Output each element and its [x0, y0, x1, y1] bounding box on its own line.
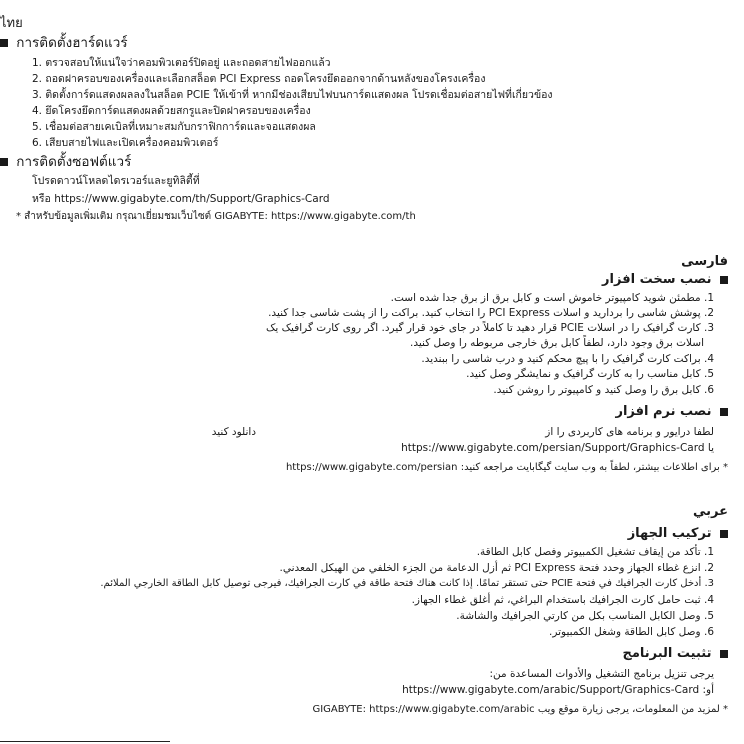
- persian-software-line-2: یا https://www.gigabyte.com/persian/Support/Graphics-Card: [401, 442, 714, 454]
- persian-software-line-1a: لطفا درایور و برنامه های کاربردی را از: [545, 426, 714, 438]
- persian-hw-step-1: 1. مطمئن شوید کامپیوتر خاموش است و کابل برق از برق جدا شده است.: [390, 292, 714, 304]
- arabic-hw-step-4: 4. ثبت حامل كارت الجرافيك باستخدام البراغي، ثم أغلق غطاء الجهاز.: [411, 594, 714, 606]
- arabic-hw-step-2: 2. انزع غطاء الجهاز وحدد فتحة PCI Express ثم أزل الدعامة من الجزء الخلفي من الهيكل المعدني.: [279, 562, 714, 574]
- thai-software-line-1: โปรดดาวน์โหลดไดรเวอร์และยูทิลิตี้ที่: [32, 175, 200, 187]
- persian-hardware-heading-text: نصب سخت افزار: [602, 272, 712, 287]
- persian-software-heading-text: نصب نرم افزار: [615, 404, 712, 419]
- arabic-software-line-1: يرجى تنزيل برنامج التشغيل والأدوات المساعدة من:: [489, 668, 714, 680]
- persian-software-heading: [615, 404, 728, 419]
- persian-hw-step-6: 6. کابل برق را وصل کنید و کامپیوتر را روشن کنید.: [493, 384, 714, 396]
- thai-hw-step-1: 1. ตรวจสอบให้แน่ใจว่าคอมพิวเตอร์ปิดอยู่ และถอดสายไฟออกแล้ว: [32, 57, 331, 69]
- persian-hw-step-5: 5. کابل مناسب را به کارت گرافیک و نمایشگر وصل کنید.: [466, 368, 714, 380]
- persian-hw-step-2: 2. پوشش شاسی را بردارید و اسلات PCI Express را انتخاب کنید. براکت را از پشت شاسی جدا کنید.: [268, 307, 714, 319]
- thai-hardware-heading-text: การติดตั้งฮาร์ดแวร์: [16, 35, 128, 51]
- arabic-hw-step-1: 1. تأكد من إيقاف تشغيل الكمبيوتر وفصل كابل الطاقة.: [476, 546, 714, 558]
- arabic-hw-step-6: 6. وصل كابل الطاقة وشغل الكمبيوتر.: [549, 626, 714, 638]
- square-bullet-icon: [720, 530, 728, 538]
- thai-language-title: ไทย: [0, 16, 23, 31]
- thai-hw-step-6: 6. เสียบสายไฟและเปิดเครื่องคอมพิวเตอร์: [32, 137, 219, 149]
- arabic-hw-step-5: 5. وصل الكابل المناسب بكل من كارتي الجرافيك والشاشة.: [456, 610, 714, 622]
- arabic-hw-step-3: 3. أدخل كارت الجرافيك في فتحة PCIE حتى تستقر تمامًا. إذا كانت هناك فتحة طاقة في كارت الجرافيك، فيرجى توصيل كابل الطاقة الخارجي الملائم.: [100, 578, 714, 589]
- thai-hw-step-5: 5. เชื่อมต่อสายเคเบิลที่เหมาะสมกับกราฟิกการ์ดและจอแสดงผล: [32, 121, 316, 133]
- square-bullet-icon: [720, 276, 728, 284]
- persian-hw-step-4: 4. براکت کارت گرافیک را با پیچ محکم کنید و درب شاسی را ببندید.: [421, 353, 714, 365]
- square-bullet-icon: [0, 39, 8, 47]
- thai-hardware-heading: [0, 31, 128, 53]
- thai-hw-step-3: 3. ติดตั้งการ์ดแสดงผลลงในสล็อต PCIE ให้เข้าที่ หากมีช่องเสียบไฟบนการ์ดแสดงผล โปรดเชื่อมต่อสายไฟที่เกี่ยวข้อง: [32, 89, 553, 101]
- arabic-software-heading: [622, 646, 728, 661]
- thai-hw-step-2: 2. ถอดฝาครอบของเครื่องและเลือกสล็อต PCI Express ถอดโครงยึดออกจากด้านหลังของโครงเครื่อง: [32, 73, 486, 85]
- thai-software-heading-text: การติดตั้งซอฟต์แวร์: [16, 154, 132, 170]
- thai-note: * สำหรับข้อมูลเพิ่มเติม กรุณาเยี่ยมชมเว็บไซต์ GIGABYTE: https://www.gigabyte.com/th: [16, 211, 416, 222]
- thai-hw-step-4: 4. ยึดโครงยึดการ์ดแสดงผลด้วยสกรูและปิดฝาครอบของเครื่อง: [32, 105, 311, 117]
- persian-language-title: فارسی: [681, 254, 728, 269]
- arabic-software-heading-text: تثبيت البرنامج: [622, 646, 712, 661]
- persian-software-line-1b: دانلود کنید: [211, 426, 256, 438]
- arabic-software-line-2: أو: https://www.gigabyte.com/arabic/Support/Graphics-Card: [402, 684, 714, 696]
- square-bullet-icon: [720, 650, 728, 658]
- square-bullet-icon: [0, 158, 8, 166]
- persian-hardware-heading: [602, 272, 728, 287]
- persian-hw-step-3-cont: اسلات برق وجود دارد، لطفاً کابل برق خارجی مربوطه را وصل کنید.: [410, 337, 704, 349]
- arabic-note: * لمزيد من المعلومات، يرجى زيارة موقع ويب GIGABYTE: https://www.gigabyte.com/arabic: [312, 704, 728, 715]
- arabic-hardware-heading-text: تركيب الجهاز: [627, 526, 712, 541]
- footer-divider: [0, 741, 170, 742]
- arabic-language-title: عربي: [692, 504, 728, 519]
- persian-note: * برای اطلاعات بیشتر، لطفاً به وب سایت گیگابایت مراجعه کنید: https://www.gigabyte.com/persian: [285, 462, 728, 473]
- persian-hw-step-3: 3. کارت گرافیک را در اسلات PCIE قرار دهید تا کاملاً در جای خود قرار گیرد. اگر روی کارت گرافیک یک: [265, 322, 714, 334]
- thai-software-line-2: หรือ https://www.gigabyte.com/th/Support/Graphics-Card: [32, 193, 330, 205]
- arabic-hardware-heading: [628, 526, 728, 541]
- square-bullet-icon: [720, 408, 728, 416]
- thai-software-heading: [0, 150, 131, 172]
